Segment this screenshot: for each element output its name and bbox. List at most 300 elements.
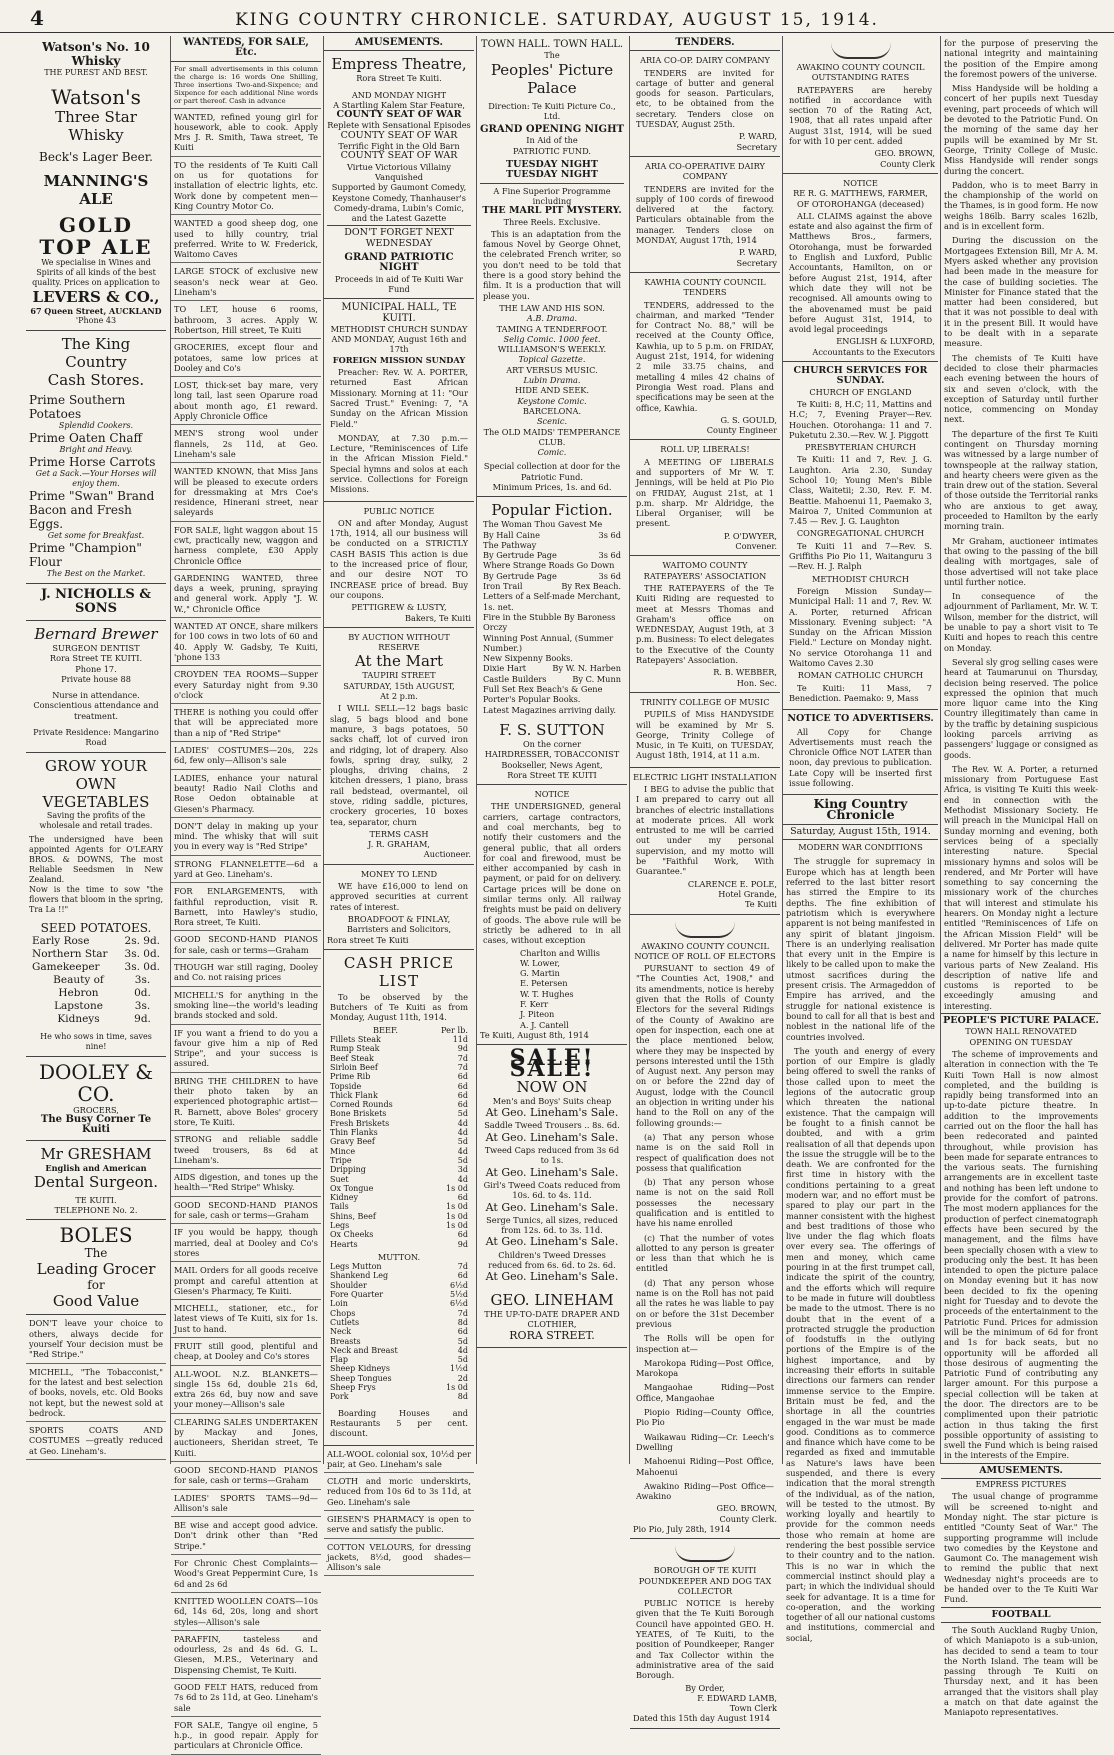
- cut-name: Fore Quarter: [330, 1290, 384, 1300]
- borough-notice: [630, 1539, 780, 1728]
- trinity-heading: TRINITY COLLEGE OF MUSIC: [640, 696, 770, 707]
- lineham-sale-ad: [477, 1045, 627, 1348]
- book-row: [480, 674, 624, 684]
- sale-item: Girl's Tweed Coats reduced from 10s. 6d. to 4s. 11d.: [483, 1179, 621, 1201]
- dentist-phone: Phone 17.: [75, 663, 117, 674]
- muni-methodist: METHODIST CHURCH SUNDAY AND MONDAY, August 16th and 17th: [330, 323, 468, 355]
- church-services: Te Kuiti: 11 and 7, Rev. J. G. Laughton. Aria 2.30, Sunday School 10; Young Men's Bible Class, Waitetii; 2.30, Rev. F. M. Beattie. Mahoenui 11, Paemako 3, Mairoa 7, United Communion at 7.45 — Rev. J. G. Laughton: [789, 454, 932, 527]
- empress-feature: COUNTY SEAT OF WAR: [336, 109, 462, 121]
- cut-price: 6d: [457, 1193, 468, 1203]
- electric-hotel: Hotel Grande,: [718, 888, 777, 899]
- cut-price: 5½d: [450, 1290, 468, 1300]
- watson-name: Watson's: [51, 85, 141, 109]
- cut-name: Loin: [330, 1299, 348, 1309]
- book-price: 3s 6d: [598, 570, 621, 581]
- liberals-heading: ROLL UP, LIBERALS!: [660, 444, 750, 455]
- cut-name: Legs: [330, 1220, 350, 1230]
- book-price: By W. N. Harben: [552, 663, 621, 674]
- cut-price: 8d: [457, 1392, 468, 1402]
- news-para: The chemists of Te Kuiti have decided to close their pharmacies each evening between the hours of six and seven o'clock, with the exception of Saturday until further notice, commencing on Monday next.: [944, 352, 1098, 425]
- classified-ad: FRUIT still good, plentiful and cheap, at Dooley and Co's stores: [171, 1338, 321, 1366]
- gresham-subtitle: English and American: [45, 1162, 147, 1173]
- electors-text: PURSUANT to section 49 of "The Counties Act, 1908," and its amendments, notice is hereby given that the Rolls of County Electors for the several Ridings of the County of Awakino are open for inspection, each one at the place mentioned below, where they may be inspected by persons interested until the 15th of August next. Any person may on or before the 22nd day of August, lodge with the Council an objection in writing under his hand to the Roll on any of the following grounds:—: [636, 963, 774, 1128]
- matthews-notice: [783, 174, 938, 362]
- product-note: Splendid Cookers.: [58, 421, 134, 430]
- church-name: CHURCH OF ENGLAND: [809, 386, 912, 397]
- seed-ad: [26, 753, 166, 1057]
- cut-name: Sheep Kidneys: [330, 1364, 390, 1374]
- empress-fight: Terrific Fight in the Old Barn: [338, 141, 460, 152]
- muni-monday: MONDAY, at 7.30 p.m.—Lecture, "Reminiscences of Life in the African Mission Field." Special hymns and solos at each service. Collections for Foreign Missions.: [330, 432, 468, 495]
- empress-monday: AND MONDAY NIGHT: [351, 89, 447, 100]
- cut-name: Neck and Breast: [330, 1345, 398, 1355]
- pp-fine: A Fine Superior Programme including: [493, 185, 611, 206]
- empress-proceeds: Proceeds in aid of Te Kuiti War Fund: [334, 273, 464, 294]
- classified-ad: GROCERIES, except flour and potatoes, same low prices at Dooley and Co's: [171, 339, 321, 377]
- cut-price: 7d: [457, 1053, 468, 1063]
- seed-row: [29, 948, 163, 961]
- empress-feature: COUNTY SEAT OF WAR: [340, 129, 458, 141]
- dooley-ad: [26, 1057, 166, 1141]
- advertisers-heading: NOTICE TO ADVERTISERS.: [787, 713, 934, 725]
- sale-now-on: NOW ON: [516, 1077, 588, 1096]
- film-type: Comic.: [537, 447, 567, 458]
- public-notice-text: ON and after Monday, August 17th, 1914, all our business will be conducted on a STRICTLY CASH BASIS This action is due to the increased price of flour, and our desire NOT TO INCREASE price of bread. Buy our coupons.: [330, 517, 468, 600]
- king-country-cash-stores-ad: [26, 331, 166, 584]
- dentist-attendance: Conscientious attendance and treatment.: [33, 700, 159, 721]
- cut-name: Rump Steak: [330, 1044, 380, 1054]
- church-services: Te Kuiti 11 and 7—Rev. S. Griffiths Pio Pio 11, Waitanguru 3—Rev. H. J. Ralph: [789, 540, 932, 572]
- book-title: New Sixpenny Books.: [483, 653, 573, 664]
- rates-council: AWAKINO COUNTY COUNCIL: [796, 62, 925, 72]
- editorial-masthead: King Country Chronicle: [783, 795, 938, 825]
- price-row: [327, 1044, 471, 1053]
- price-row: [327, 1147, 471, 1156]
- matthews-notice-heading: NOTICE: [843, 177, 878, 188]
- sports-coats-notice: SPORTS COATS AND COSTUMES —greatly reduced at Geo. Lineham's.: [26, 1422, 166, 1460]
- electors-grounds: [633, 1130, 777, 1331]
- seed-name: Early Rose: [32, 934, 90, 947]
- cut-price: 9d: [457, 1044, 468, 1054]
- watson-ad: [26, 36, 166, 331]
- cut-name: Sirloin Beef: [330, 1062, 378, 1072]
- seed-name: Beauty of Hebron: [53, 973, 104, 999]
- electors-clerk: County Clerk.: [719, 1513, 777, 1524]
- matthews-text: ALL CLAIMS against the above estate and also against the firm of Matthews Bros., farmers, Otorohanga, must be forwarded to English and Luxford, Public Accountants, Hamilton, on or before August 21st, 1914, after which date they will not be recognised. All amounts owing to the abovenamed must be paid before August 31st, 1914, to avoid legal proceedings: [789, 210, 932, 335]
- boles-leading: Leading Grocer: [36, 1260, 156, 1279]
- rates-clerk: County Clerk: [880, 158, 935, 169]
- pp-min: Minimum Prices, 1s. and 6d.: [492, 481, 612, 492]
- classified-ad: DON'T delay in making up your mind. The whisky that will suit you in every way is "Red Stripe": [171, 818, 321, 856]
- electors-rolls: The Rolls will be open for inspection at—: [636, 1333, 774, 1354]
- amusements-heading: AMUSEMENTS.: [324, 36, 474, 51]
- book-title: Full Set Rex Beach's & Gene Porter's Popular Books.: [483, 684, 603, 705]
- column-2: [170, 36, 321, 1751]
- classified-ad: CLOTH and moric underskirts, reduced from 10s 6d to 3s 11d, at Geo. Lineham's sale: [324, 1473, 474, 1511]
- sale-heading: SALE! SALE!: [509, 1045, 595, 1082]
- price-row: [327, 1212, 471, 1221]
- pp-films: [480, 303, 624, 457]
- product-note: Get some for Breakfast.: [47, 531, 145, 540]
- product-note: Get a Sack.—Your Horses will enjoy them.: [35, 469, 157, 488]
- beef-table: [327, 1035, 471, 1249]
- electric-town: Te Kuiti: [744, 899, 777, 910]
- nicholls-ad: [26, 584, 166, 621]
- church-services: Te Kuiti: 8, H.C; 11, Mattins and H.C; 7, Evening Prayer—Rev. Houchen. Otorohanga: 11 and 7. Puketutu 2.30.—Rev. W. J. Piggott: [789, 398, 932, 440]
- book-row: [480, 612, 624, 633]
- sale-at-geo: At Geo. Lineham's Sale.: [485, 1130, 619, 1144]
- cut-name: Tripe: [330, 1155, 352, 1165]
- price-row: [327, 1318, 471, 1327]
- empress-dont-forget: DON'T FORGET NEXT WEDNESDAY: [344, 227, 454, 249]
- grow-text: Saving the profits of the wholesale and retail trades.: [39, 810, 153, 830]
- pp-aid: In Aid of the: [526, 135, 578, 146]
- cut-price: 4d: [457, 1146, 468, 1156]
- kawhia-sub: TENDERS: [683, 287, 727, 298]
- price-row: [327, 1119, 471, 1128]
- money-text: WE have £16,000 to lend on approved securities at current rates of interest.: [330, 881, 468, 912]
- sale-item: Men's and Boys' Suits cheap: [492, 1095, 612, 1106]
- empress-pictures-heading: EMPRESS PICTURES: [975, 1479, 1067, 1490]
- cut-price: 7d: [457, 1062, 468, 1072]
- ratepayers-hon: Hon. Sec.: [736, 677, 777, 688]
- empress-para: The usual change of programme will be screened to-night and Monday night. The star picture is entitled "County Seat of War." The supporting programme will include two comedies by the Keystone and Gaumont Co. The management wish to remind the public that next Wednesday night's proceeds are to be handed over to the Te Kuiti War Fund.: [944, 1491, 1098, 1605]
- gresham-name: Mr GRESHAM: [40, 1144, 152, 1163]
- film-type: Lubin Drama.: [523, 375, 581, 386]
- book-title: By Hall Caine: [483, 529, 540, 540]
- dooley-grocers: GROCERS,: [73, 1104, 119, 1115]
- sutton-name: F. S. SUTTON: [499, 720, 605, 739]
- book-price: 3s 6d: [598, 550, 621, 561]
- cut-price: 6d: [457, 1072, 468, 1082]
- cut-name: Pork: [330, 1392, 349, 1402]
- per-lb: Per lb.: [441, 1024, 468, 1035]
- column-6: [782, 36, 938, 1643]
- cut-name: Fillets Steak: [330, 1035, 381, 1045]
- pp-marl: THE MARL PIT MYSTERY.: [482, 205, 622, 217]
- film-type: Selig Comic. 1000 feet.: [503, 333, 601, 344]
- electric-text: I BEG to advise the public that I am prepared to carry out all branches of electric installations at moderate prices. All work entrusted to me will be carried out under my personal supervision, and my motto will be "Faithful Work, With Guarantee.": [636, 784, 774, 877]
- price-row: [327, 1337, 471, 1346]
- classified-ad: WANTED a good sheep dog, one used to hilly country, trial preferred. Write to W. Frederick, Waitomo Caves: [171, 215, 321, 263]
- dentist-name: Bernard Brewer: [34, 625, 158, 643]
- product-item: Prime "Champion" Flour: [29, 541, 142, 569]
- boles-for: for: [87, 1278, 105, 1293]
- objection-ground: (b) That any person whose name is not on the said Roll possesses the necessary qualification and is entitled to have his name enrolled: [636, 1177, 774, 1229]
- book-row: [480, 519, 624, 529]
- grow-heading-2: OWN VEGETABLES: [42, 774, 150, 811]
- public-notice-heading: PUBLIC NOTICE: [363, 505, 435, 516]
- signatory: J. Piteon: [520, 1009, 555, 1020]
- book-row: [480, 653, 624, 663]
- cut-price: 5d: [457, 1336, 468, 1346]
- pettigrew-name: PETTIGREW & LUSTY,: [351, 602, 447, 613]
- cut-price: 8d: [457, 1317, 468, 1327]
- film-title: TAMING A TENDERFOOT.: [496, 323, 608, 334]
- electors-brown: GEO. BROWN,: [716, 1503, 777, 1514]
- cash-text: To be observed by the Butchers of Te Kuiti as from Monday, August 11th, 1914.: [330, 991, 468, 1023]
- dentist-address: Rora Street TE KUITI.: [49, 653, 143, 664]
- carriers-date: Te Kuiti, August 8th, 1914: [480, 1029, 589, 1040]
- aria-heading: ARIA CO-OP. DAIRY COMPANY: [640, 55, 770, 66]
- cut-price: 5d: [457, 1137, 468, 1147]
- money-firm: BROADFOOT & FINLAY,: [347, 913, 451, 924]
- news-para: Several sly grog selling cases were heard at Taumarunui on Thursday, decision being reserved. The police expressed the opinion that much more liquor came into the King Country illegitimately than came in by the traffic by detaining suspicious looking parcels arriving as passengers' luggage or consigned as goods.: [944, 656, 1098, 760]
- kc-heading-1: The King Country: [61, 335, 131, 371]
- classified-ad: IF you would be happy, though married, deal at Dooley and Co's stores: [171, 1224, 321, 1262]
- signatory: F. Kerr: [520, 999, 549, 1010]
- news-para: During the discussion on the Mortgagees Extension Bill, Mr A. M. Myers asked whether any provision had been made in the measure for the case of building societies. The Minister for Finance stated that the matter had been considered, but that it was not possible to deal with it in the present Bill. It would have to be dealt with in a separate measure.: [944, 235, 1098, 349]
- rates-text: RATEPAYERS are hereby notified in accordance with section 70 of the Rating Act, 1908, that all rates unpaid after August 31st, 1914, will be sued for with 10 per cent. added: [789, 84, 932, 147]
- church-name: PRESBYTERIAN CHURCH: [805, 442, 916, 453]
- kawhia-engineer: County Engineer: [706, 425, 777, 436]
- auction-title: Auctioneer.: [423, 849, 471, 860]
- muni-foreign: FOREIGN MISSION SUNDAY: [332, 354, 466, 365]
- classified-ad: ALL-WOOL N.Z. BLANKETS—single 15s 6d, double 21s 6d, extra 26s 6d, buy now and save your money—Allison's sale: [171, 1366, 321, 1414]
- column-5: [629, 36, 780, 1724]
- municipal-hall-ad: [324, 299, 474, 501]
- seed-row: [29, 1000, 163, 1026]
- cut-name: Corned Rounds: [330, 1100, 393, 1110]
- auction-heading: BY AUCTION WITHOUT RESERVE: [348, 631, 450, 653]
- watson-heading: Watson's No. 10 Whisky: [42, 40, 150, 68]
- film-title: WILLIAMSON'S WEEKLY.: [497, 344, 607, 355]
- football-heading: FOOTBALL: [941, 1607, 1101, 1623]
- classified-ad: COTTON VELOURS, for dressing jackets, 8½d, good shades—Allison's sale: [324, 1539, 474, 1577]
- liberals-dwyer: P. O'DWYER,: [723, 530, 777, 541]
- cut-price: 7d: [457, 1262, 468, 1272]
- cut-name: Prime Rib: [330, 1072, 371, 1082]
- pettigrew-bakers: Bakers, Te Kuiti: [404, 612, 471, 623]
- classified-ad: THOUGH war still raging, Dooley and Co. not raising prices: [171, 959, 321, 987]
- cut-price: 5d: [457, 1355, 468, 1365]
- classified-ad: MAIL Orders for all goods receive prompt and careful attention at Giesen's Pharmacy, Te Kuiti.: [171, 1262, 321, 1300]
- book-row: [480, 530, 624, 540]
- rates-heading: OUTSTANDING RATES: [811, 72, 910, 83]
- seed-price: 3s. 9d.: [134, 999, 151, 1025]
- cut-price: 1½d: [450, 1364, 468, 1374]
- liberals-notice: [630, 440, 780, 556]
- sale-item: Saddle Tweed Trousers .. 8s. 6d.: [484, 1120, 620, 1131]
- classified-ad: CLEARING SALES UNDERTAKEN by Mackay and Jones, auctioneers, Sheridan street, Te Kuiti.: [171, 1414, 321, 1462]
- price-row: [327, 1109, 471, 1118]
- auction-time: At 2 p.m.: [380, 691, 418, 702]
- classified-ad: TO the residents of Te Kuiti Call on us for quotations for installation of electric lights, etc. Work done by competent men—King Country Motor Co.: [171, 157, 321, 215]
- electors-places: [633, 1356, 777, 1504]
- matthews-heading: RE R. G. MATTHEWS, FARMER, OF OTOROHANGA (deceased): [793, 188, 928, 209]
- dentist-title: SURGEON DENTIST: [52, 643, 140, 653]
- price-row: [327, 1262, 471, 1271]
- cut-price: 11d: [452, 1035, 468, 1045]
- classified-ad: TO LET, house 6 rooms, bathroom, 3 acres. Apply W. Robertson, Hill street, Te Kuiti: [171, 301, 321, 339]
- film-title: THE LAW AND HIS SON.: [499, 302, 605, 313]
- cut-price: 6d: [457, 1230, 468, 1240]
- church-name: METHODIST CHURCH: [811, 573, 910, 584]
- price-row: [327, 1290, 471, 1299]
- editorial-continued: for the purpose of preserving the national integrity and maintaining the position of the Empire among the foremost powers of the universe.: [944, 38, 1098, 79]
- sutton-trade-2: Bookseller, News Agent,: [501, 759, 603, 770]
- classified-ad: LADIES' SPORTS TAMS—9d—Allison's sale: [171, 1490, 321, 1518]
- auction-street: TAUPIRI STREET: [362, 670, 436, 681]
- auction-ad: [324, 628, 474, 865]
- objection-ground: (d) That any person whose name is on the Roll has not paid all the rates he was liable to pay on or before the 31st December previous: [636, 1277, 774, 1329]
- ratepayers-text: THE RATEPAYERS of the Te Kuiti Riding are requested to meet at Messrs Thomas and Graham's office on WEDNESDAY, August 19th, at 3 p.m. Business: To elect delegates to the Executive of the County Ratepayers' Association.: [636, 582, 774, 666]
- signatory: W. T. Hughes: [520, 988, 574, 999]
- book-title: Letters of a Self-made Merchant, 1s. net.: [483, 591, 621, 612]
- classified-ad: AIDS digestion, and tones up the health—"Red Stripe" Whisky.: [171, 1169, 321, 1197]
- borough-date: Dated this 15th day August 1914: [633, 1713, 770, 1724]
- book-row: [480, 591, 624, 612]
- cut-name: Sheep Frys: [330, 1383, 376, 1393]
- price-row: [327, 1299, 471, 1308]
- electors-heading: NOTICE OF ROLL OF ELECTORS: [634, 950, 776, 961]
- beck-lager: Beck's Lager Beer.: [39, 150, 153, 164]
- aria-ward: P. WARD,: [738, 131, 777, 142]
- masthead: [0, 4, 1114, 33]
- church-services: Te Kuiti: 11 Mass, 7 Benediction. Paemako: 9, Mass: [789, 682, 932, 703]
- sutton-trade: HAIRDRESSER, TOBACCONIST: [484, 749, 620, 760]
- sale-at-geo: At Geo. Lineham's Sale.: [485, 1270, 619, 1284]
- empress-support: Supported by Gaumont Comedy, Keystone Comedy, Thanhauser's Comedy-drama, Lubin's Comic, and the Latest Gazette: [331, 182, 467, 224]
- sale-at-geo: At Geo. Lineham's Sale.: [485, 1165, 619, 1179]
- editorial: [783, 795, 938, 1645]
- news-para: Paddon, who is to meet Barry in the championship of the world on the Thames, is in good form. He now weighs 186lb. Barry scales 162lb, and is in excellent form.: [944, 179, 1098, 232]
- manning-ale: MANNING'S ALE: [43, 172, 149, 208]
- auction-terms: TERMS CASH: [369, 828, 429, 839]
- price-row: [327, 1346, 471, 1355]
- inspection-place: Mahoenui Riding—Post Office, Mahoenui: [636, 1456, 774, 1477]
- inspection-place: Marokopa Riding—Post Office, Marokopa: [636, 1357, 774, 1379]
- empress-street: Rora Street Te Kuiti.: [356, 73, 442, 84]
- empress-grand-night: GRAND PATRIOTIC NIGHT: [344, 252, 454, 274]
- book-row: [480, 560, 624, 570]
- price-row: [327, 1309, 471, 1318]
- seed-price: 3s. 0d.: [124, 947, 160, 960]
- classified-ad: WANTED AT ONCE, share milkers for 100 cows in two lots of 60 and 40. Apply W. Gadsby, Te Kuiti, 'phone 133: [171, 618, 321, 666]
- inspection-place: Mangaohae Riding—Post Office, Mangaohae: [636, 1382, 774, 1403]
- news-para: The departure of the first Te Kuiti contingent on Thursday morning was witnessed by a large number of townspeople at the railway station, and hearty cheers were given as the train drew out of the station. Several of those outside the Territorial ranks who are anxious to get away, proceeded to Hamilton by the early morning train.: [944, 428, 1098, 532]
- nicholls-name: J. NICHOLLS & SONS: [40, 587, 152, 616]
- pp-special: Special collection at door for the Patriotic Fund.: [483, 461, 621, 482]
- price-row: [327, 1202, 471, 1211]
- mutton-table: [327, 1262, 471, 1401]
- book-title: Iron Trail: [483, 581, 523, 592]
- price-row: [327, 1240, 471, 1249]
- wanteds-list: [171, 109, 321, 1755]
- price-row: [327, 1072, 471, 1081]
- product-item: Prime Oaten Chaff: [29, 431, 142, 445]
- objection-ground: (a) That any person whose name is on the said Roll in respect of qualification does not possess that qualification: [636, 1131, 774, 1173]
- classified-ad: LADIES' COSTUMES—20s, 22s 6d, few only—Allison's sale: [171, 742, 321, 770]
- book-title: The Woman Thou Gavest Me: [483, 519, 603, 530]
- book-price: By C. Munn: [572, 673, 621, 684]
- lineham-name: GEO. LINEHAM: [490, 1290, 614, 1309]
- cut-name: Breasts: [330, 1336, 361, 1346]
- trinity-text: PUPILS of Miss HANDYSIDE will be examined by Mr S. George, Trinity College of Music, in Te Kuiti, on TUESDAY, August 18th, 1914, at 11 a.m.: [636, 709, 774, 761]
- cut-name: Chops: [330, 1308, 356, 1318]
- film-type: Scenic.: [536, 416, 568, 427]
- classified-ad: PARAFFIN, tasteless and odourless, 2s and 4s 6d. G. L. Giesen, M.P.S., Veterinary and Dispensing Chemist, Te Kuiti.: [171, 1631, 321, 1679]
- advertisers-notice: [783, 710, 938, 795]
- classified-ad: BE wise and accept good advice. Don't drink other than "Red Stripe.": [171, 1517, 321, 1555]
- dentist-residence: Private Residence: Mangarino Road: [33, 727, 159, 748]
- empress-virtue: Virtue Victorious Villainy Vanquished: [346, 161, 452, 182]
- church-name: ROMAN CATHOLIC CHURCH: [797, 670, 924, 681]
- levers-address: 67 Queen Street, AUCKLAND: [30, 306, 162, 316]
- auction-auctioneer: J. R. GRAHAM,: [368, 839, 430, 850]
- cut-name: Legs Mutton: [330, 1262, 382, 1272]
- cut-name: Flap: [330, 1355, 348, 1365]
- classified-ad: For Chronic Chest Complaints—Wood's Great Peppermint Cure, 1s 6d and 2s 6d: [171, 1555, 321, 1593]
- inspection-place: Waikawau Riding—Cr. Leech's Dwelling: [636, 1431, 774, 1452]
- cut-name: Thin Flanks: [330, 1128, 378, 1138]
- electors-council: AWAKINO COUNTY COUNCIL: [641, 940, 769, 951]
- electric-heading: ELECTRIC LIGHT INSTALLATION: [633, 771, 777, 782]
- peoples-sub: TOWN HALL RENOVATED: [965, 1026, 1077, 1037]
- cut-price: 5d: [457, 1109, 468, 1119]
- cut-name: Suet: [330, 1174, 349, 1184]
- classified-ad: KNITTED WOOLLEN COATS—10s 6d, 14s 6d, 20s, long and short styles—Allison's sale: [171, 1593, 321, 1631]
- book-title: Dixie Hart: [483, 663, 527, 674]
- cut-name: Shins, Beef: [330, 1211, 376, 1221]
- aria-tender-1: [630, 51, 780, 157]
- book-title: The Pathway: [483, 539, 537, 550]
- coat-of-arms-icon: [675, 1546, 735, 1562]
- levers-name: LEVERS & CO.,: [32, 288, 160, 306]
- liberals-text: A MEETING OF LIBERALS and supporters of Mr W. T. Jennings, will be held at Pio Pio on FRIDAY, August 21st, at 1 p.m. sharp. Mr Aldridge, the Liberal Organiser, will be present.: [636, 456, 774, 529]
- cut-price: 5d: [457, 1155, 468, 1165]
- price-row: [327, 1271, 471, 1280]
- book-row: [480, 663, 624, 673]
- aria2-heading: ARIA CO-OPERATIVE DAIRY COMPANY: [645, 160, 765, 182]
- rates-brown: GEO. BROWN,: [874, 148, 935, 159]
- pp-grand: GRAND OPENING NIGHT: [480, 124, 624, 136]
- sale-at-geo: At Geo. Lineham's Sale.: [485, 1235, 619, 1249]
- carriers-text: THE UNDERSIGNED, general carriers, cartage contractors, and coal merchants, beg to notify their customers and the general public, that all orders for coal and firewood, must be either accompanied by cash in payment, or paid for on delivery. Cartage prices will be done on similar terms only. All railway freights must be paid on delivery of goods. The above rule will be strictly be adhered to in all cases, without exception: [483, 801, 621, 946]
- product-item: Prime Horse Carrots: [29, 455, 156, 469]
- cash-boarding: Boarding Houses and Restaurants 5 per cent. discount.: [330, 1407, 468, 1439]
- pp-patriotic: PATRIOTIC FUND.: [513, 145, 591, 156]
- church-heading: CHURCH SERVICES FOR SUNDAY.: [793, 365, 928, 387]
- gresham-phone: TELEPHONE No. 2.: [54, 1205, 138, 1216]
- book-row: [480, 550, 624, 560]
- fiction-books: [480, 519, 624, 715]
- sale-item: Serge Tunics, all sizes, reduced from 12s. 6d. to 3s. 11d.: [486, 1214, 618, 1236]
- pp-name: Peoples' Picture Palace: [490, 60, 614, 97]
- ratepayers-notice: [630, 556, 780, 693]
- cut-name: Shankend Leg: [330, 1271, 389, 1281]
- product-note: Bright and Heavy.: [59, 445, 133, 454]
- public-notice-ad: [324, 502, 474, 628]
- auction-date: SATURDAY, 15th AUGUST,: [343, 680, 455, 691]
- film-title: The OLD MAIDS' TEMPERANCE CLUB.: [483, 426, 621, 447]
- pp-tuesday: TUESDAY NIGHT TUESDAY NIGHT: [506, 159, 598, 181]
- church-services: Foreign Mission Sunday—Municipal Hall: 11 and 7, Rev. W. A. Porter, returned African Missionary. Evening subject: "A Sunday on the African Mission Field." Lecture on Monday night. No service Otorohanga 11 and Waitomo Caves 2.30: [789, 585, 932, 669]
- sale-at-geo: At Geo. Lineham's Sale.: [485, 1106, 619, 1120]
- classified-ad: LOST, thick-set bay mare, very long tail, last seen Oparure road about month ago, £1 reward. Apply Chronicle Office: [171, 377, 321, 425]
- classified-ad: STRONG and reliable saddle tweed trousers, 8s 6d at Lineham's.: [171, 1131, 321, 1169]
- price-row: [327, 1100, 471, 1109]
- levers-phone: 'Phone 43: [75, 316, 117, 325]
- cut-name: Beef Steak: [330, 1053, 374, 1063]
- inspection-place: Piopio Riding—County Office, Pio Pio: [636, 1407, 774, 1428]
- product-item: Prime "Swan" Brand Bacon and Fresh Eggs.: [29, 489, 155, 531]
- cut-price: 1s 0d: [446, 1183, 468, 1193]
- borough-lamb: F. EDWARD LAMB,: [697, 1692, 777, 1703]
- cut-name: Shoulder: [330, 1280, 367, 1290]
- gresham-town: TE KUITI.: [75, 1194, 117, 1205]
- cut-price: 7d: [457, 1308, 468, 1318]
